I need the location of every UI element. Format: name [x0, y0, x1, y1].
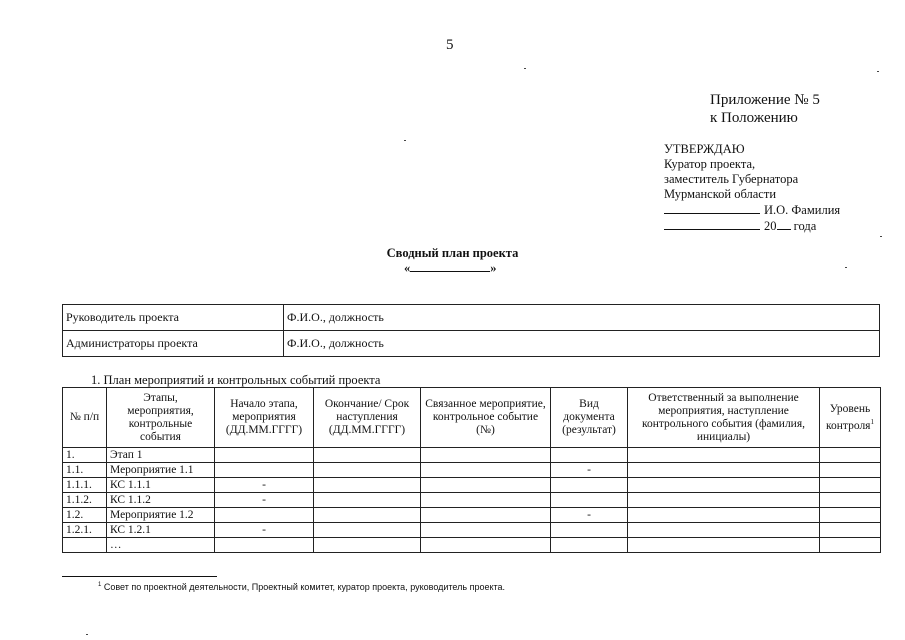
- row-num: 1.1.: [63, 463, 107, 478]
- row-linked: [421, 538, 551, 553]
- row-end: [314, 478, 421, 493]
- header-level-label: Уровень контроля: [826, 402, 871, 432]
- year-blank: [777, 218, 791, 230]
- info-key: Руководитель проекта: [63, 305, 284, 331]
- row-doc: [551, 523, 628, 538]
- header-start: Начало этапа, мероприятия (ДД.ММ.ГГГГ): [215, 388, 314, 448]
- approval-heading: УТВЕРЖДАЮ: [664, 142, 745, 156]
- row-linked: [421, 523, 551, 538]
- row-end: [314, 508, 421, 523]
- row-linked: [421, 448, 551, 463]
- row-num: 1.1.2.: [63, 493, 107, 508]
- plan-row: [63, 538, 881, 553]
- header-end: Окончание/ Срок наступления (ДД.ММ.ГГГГ): [314, 388, 421, 448]
- row-end: [314, 493, 421, 508]
- footnote: [98, 582, 505, 592]
- approval-line-3: Мурманской области: [664, 187, 777, 201]
- row-name: Этап 1: [107, 448, 215, 463]
- row-num: 1.2.: [63, 508, 107, 523]
- quote-close: »: [490, 261, 497, 275]
- row-name: …: [107, 538, 215, 553]
- info-row: [63, 331, 880, 357]
- row-level: [820, 508, 881, 523]
- plan-row: [63, 523, 881, 538]
- row-level: [820, 478, 881, 493]
- plan-header-row: [63, 388, 881, 448]
- row-start: [215, 448, 314, 463]
- row-num: 1.2.1.: [63, 523, 107, 538]
- row-responsible: [628, 538, 820, 553]
- row-start: [215, 538, 314, 553]
- row-doc: [551, 478, 628, 493]
- approval-name: И.О. Фамилия: [764, 203, 841, 217]
- row-name: Мероприятие 1.2: [107, 508, 215, 523]
- footnote-mark: 1: [870, 417, 874, 426]
- approval-line-2: заместитель Губернатора: [664, 172, 799, 186]
- plan-row: [63, 508, 881, 523]
- scan-speck: [86, 634, 88, 635]
- scan-speck: [877, 71, 879, 72]
- row-name: Мероприятие 1.1: [107, 463, 215, 478]
- row-level: [820, 523, 881, 538]
- header-doc: Вид документа (результат): [551, 388, 628, 448]
- row-end: [314, 523, 421, 538]
- header-responsible: Ответственный за выполнение мероприятия, наступление контрольного события (фамилия, инициалы): [628, 388, 820, 448]
- scan-speck: [845, 267, 847, 268]
- row-linked: [421, 508, 551, 523]
- plan-body: [63, 448, 881, 553]
- approval-line-1: Куратор проекта,: [664, 157, 756, 171]
- row-responsible: [628, 463, 820, 478]
- row-end: [314, 463, 421, 478]
- row-linked: [421, 493, 551, 508]
- footnote-separator: [62, 576, 217, 577]
- row-num: 1.1.1.: [63, 478, 107, 493]
- page-number: 5: [446, 37, 454, 53]
- appendix-heading: [710, 91, 820, 127]
- project-name-line: [404, 261, 497, 276]
- footnote-text: Совет по проектной деятельности, Проектный комитет, куратор проекта, руководитель проекта.: [103, 582, 506, 592]
- row-name: КС 1.1.1: [107, 478, 215, 493]
- row-level: [820, 493, 881, 508]
- row-doc: [551, 493, 628, 508]
- project-info-table: [62, 304, 880, 357]
- plan-row: [63, 448, 881, 463]
- approval-signature-line: [664, 202, 840, 218]
- row-start: [215, 508, 314, 523]
- row-doc: -: [551, 463, 628, 478]
- plan-table: [62, 387, 881, 553]
- row-doc: [551, 448, 628, 463]
- document-title: Сводный план проекта: [386, 246, 519, 260]
- plan-row: [63, 493, 881, 508]
- year-prefix: 20: [764, 219, 777, 233]
- project-name-blank: [410, 261, 490, 272]
- header-stages: Этапы, мероприятия, контрольные события: [107, 388, 215, 448]
- header-linked: Связанное мероприятие, контрольное событие (№): [421, 388, 551, 448]
- year-suffix: года: [790, 219, 817, 233]
- row-end: [314, 448, 421, 463]
- plan-row: [63, 463, 881, 478]
- plan-caption: 1. План мероприятий и контрольных событий проекта: [91, 373, 381, 387]
- row-level: [820, 463, 881, 478]
- row-responsible: [628, 478, 820, 493]
- row-responsible: [628, 508, 820, 523]
- info-value: Ф.И.О., должность: [284, 305, 880, 331]
- appendix-line-2: к Положению: [710, 110, 798, 126]
- row-level: [820, 538, 881, 553]
- scan-speck: [404, 140, 406, 141]
- appendix-line-1: Приложение № 5: [710, 92, 820, 108]
- row-end: [314, 538, 421, 553]
- row-responsible: [628, 523, 820, 538]
- row-num: 1.: [63, 448, 107, 463]
- footnote-number: 1: [98, 582, 102, 588]
- header-level: [820, 388, 881, 448]
- scan-speck: [880, 236, 882, 237]
- row-start: -: [215, 523, 314, 538]
- plan-row: [63, 478, 881, 493]
- row-start: -: [215, 493, 314, 508]
- approval-date-line: [664, 218, 840, 234]
- row-responsible: [628, 448, 820, 463]
- quote-open: «: [404, 261, 411, 275]
- row-num: [63, 538, 107, 553]
- row-doc: -: [551, 508, 628, 523]
- info-value: Ф.И.О., должность: [284, 331, 880, 357]
- approval-block: [664, 142, 840, 234]
- row-start: [215, 463, 314, 478]
- row-name: КС 1.2.1: [107, 523, 215, 538]
- info-row: [63, 305, 880, 331]
- row-start: -: [215, 478, 314, 493]
- row-responsible: [628, 493, 820, 508]
- info-key: Администраторы проекта: [63, 331, 284, 357]
- row-linked: [421, 478, 551, 493]
- signature-blank: [664, 202, 760, 214]
- row-name: КС 1.1.2: [107, 493, 215, 508]
- row-linked: [421, 463, 551, 478]
- row-doc: [551, 538, 628, 553]
- date-blank: [664, 218, 760, 230]
- scan-speck: [524, 68, 526, 69]
- row-level: [820, 448, 881, 463]
- header-num: № п/п: [63, 388, 107, 448]
